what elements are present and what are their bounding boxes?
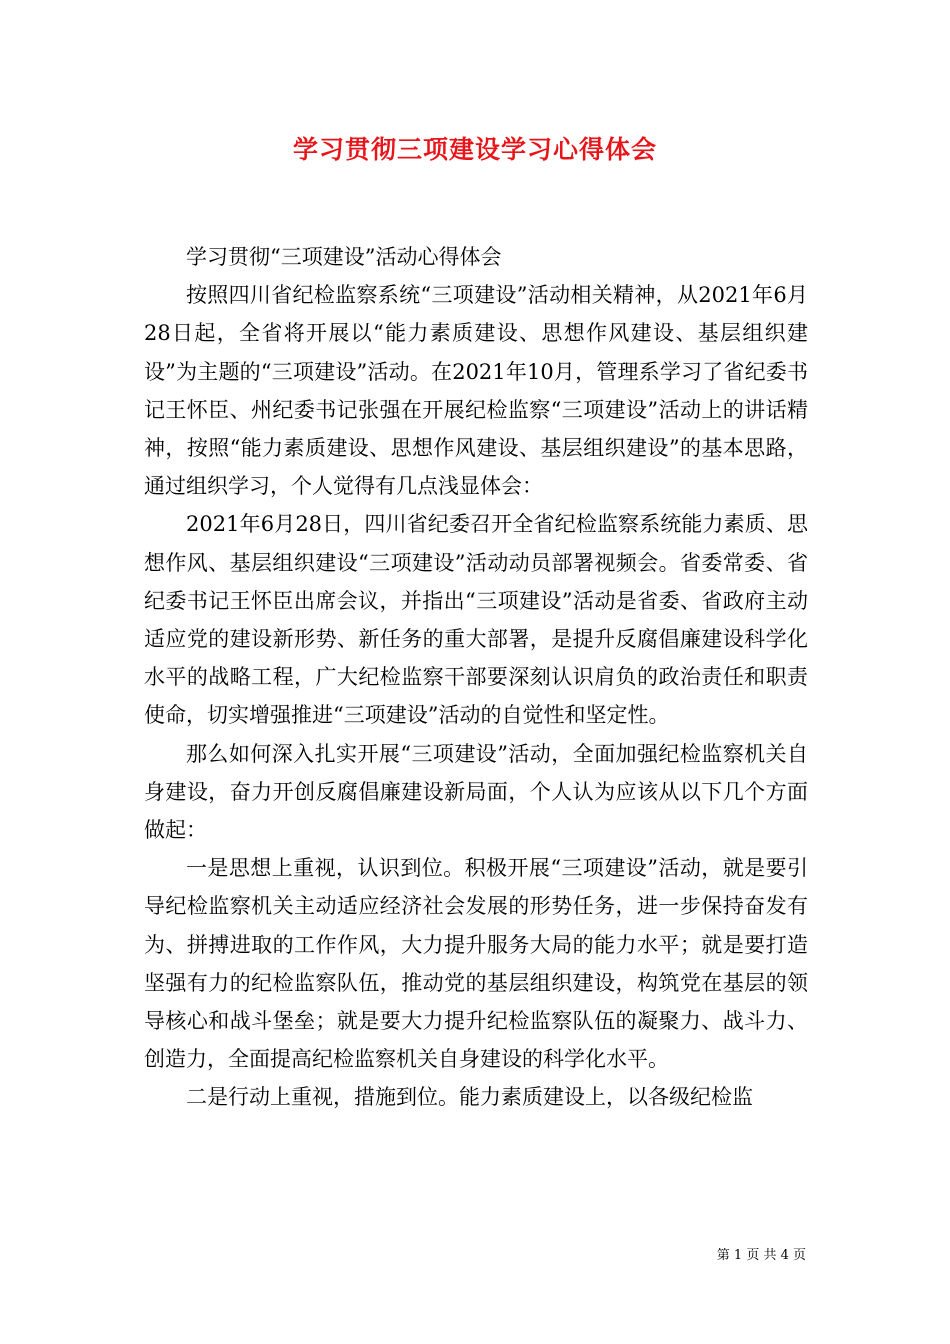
body-paragraph: 二是行动上重视，措施到位。能力素质建设上，以各级纪检监 xyxy=(186,1085,753,1110)
page-number-footer: 第 1 页 共 4 页 xyxy=(716,1248,806,1263)
document-title: 学习贯彻三项建设学习心得体会 xyxy=(292,135,657,164)
body-paragraph: 按照四川省纪检监察系统“三项建设”活动相关精神，从2021年6月28日起，全省将开展以“能力素质建设、思想作风建设、基层组织建设”为主题的“三项建设”活动。在2021年10月，管理系学习了省纪委书记王怀臣、州纪委书记张强在开展纪检监察“三项建设”活动上的讲话精神，按照“能力素质建设、思想作风建设、基层组织建设”的基本思路，通过组织学习，个人觉得有几点浅显体会： xyxy=(144,283,808,499)
body-paragraph: 2021年6月28日，四川省纪委召开全省纪检监察系统能力素质、思想作风、基层组织建设“三项建设”活动动员部署视频会。省委常委、省纪委书记王怀臣出席会议，并指出“三项建设”活动是省委、省政府主动适应党的建设新形势、新任务的重大部署，是提升反腐倡廉建设科学化水平的战略工程，广大纪检监察干部要深刻认识肩负的政治责任和职责使命，切实增强推进“三项建设”活动的自觉性和坚定性。 xyxy=(144,512,808,728)
document-body xyxy=(144,238,808,1117)
body-paragraph: 一是思想上重视，认识到位。积极开展“三项建设”活动，就是要引导纪检监察机关主动适应经济社会发展的形势任务，进一步保持奋发有为、拼搏进取的工作作风，大力提升服务大局的能力水平；就是要打造坚强有力的纪检监察队伍，推动党的基层组织建设，构筑党在基层的领导核心和战斗堡垒；就是要大力提升纪检监察队伍的凝聚力、战斗力、创造力，全面提高纪检监察机关自身建设的科学化水平。 xyxy=(144,856,808,1072)
body-paragraph-subheading: 学习贯彻“三项建设”活动心得体会 xyxy=(186,245,502,269)
body-paragraph: 那么如何深入扎实开展“三项建设”活动，全面加强纪检监察机关自身建设，奋力开创反腐倡廉建设新局面，个人认为应该从以下几个方面做起： xyxy=(144,741,808,843)
